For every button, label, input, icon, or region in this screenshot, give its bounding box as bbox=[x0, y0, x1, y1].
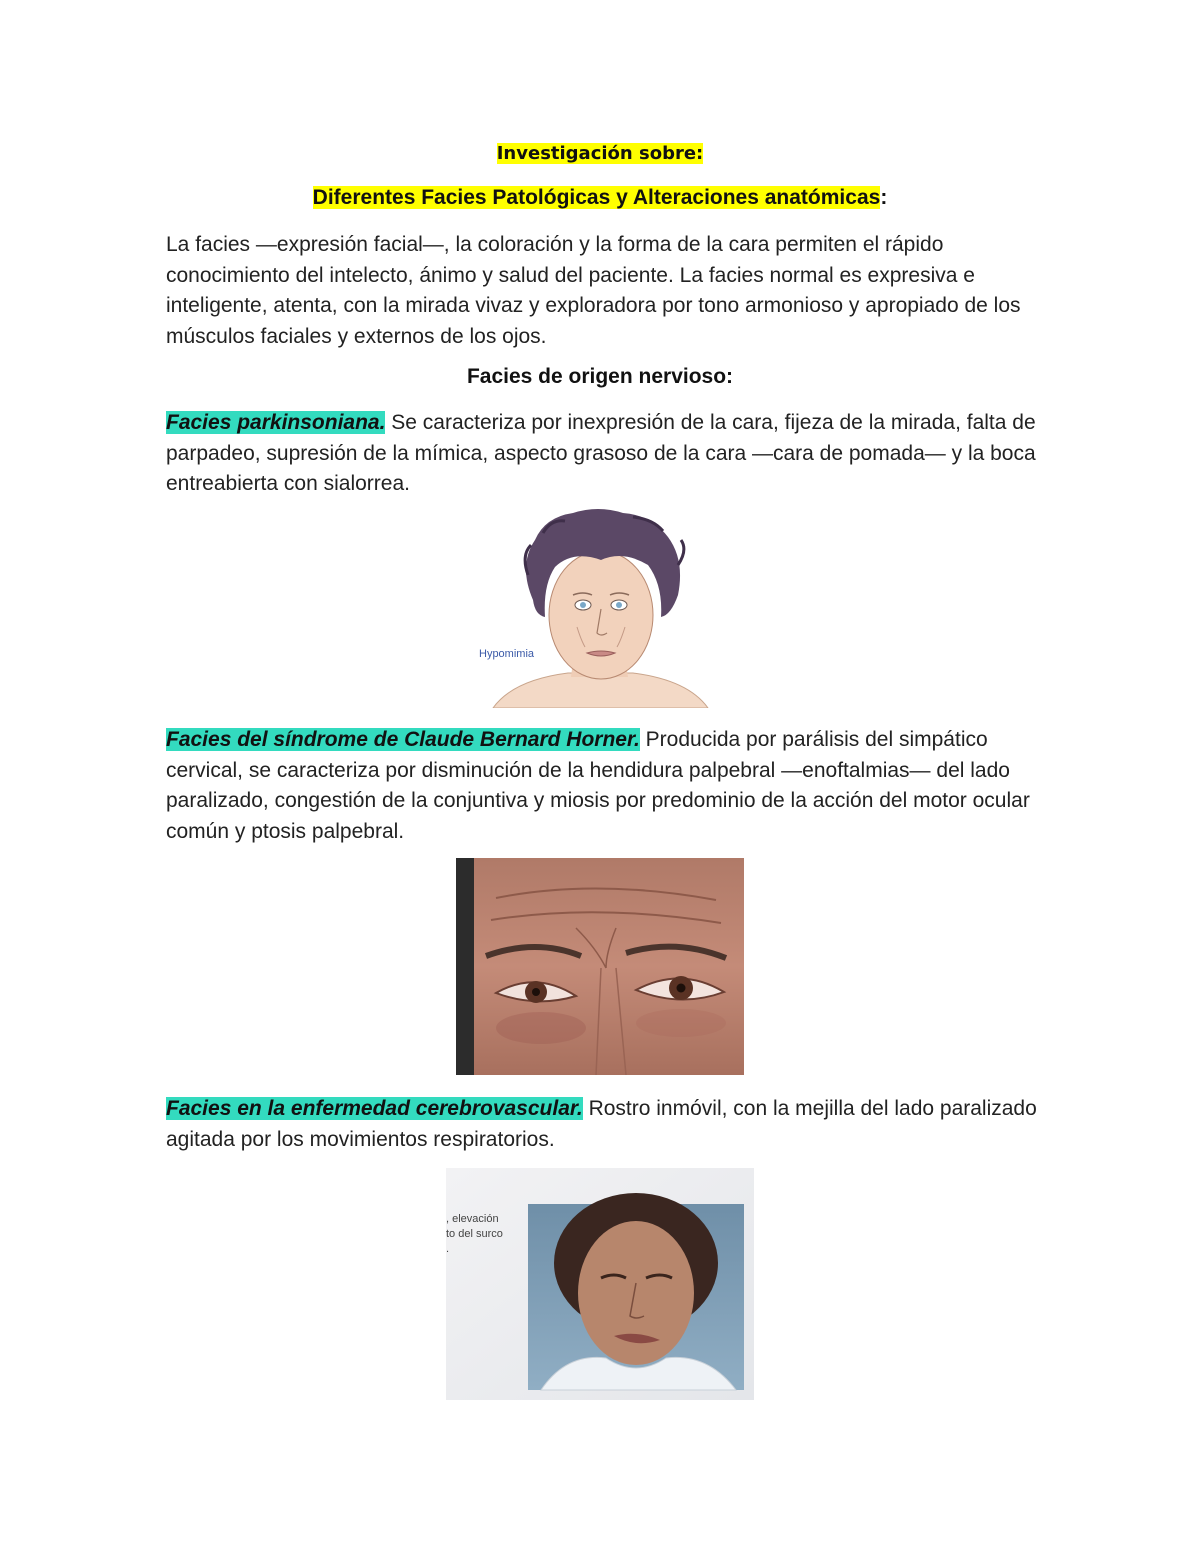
entry-term: Facies en la enfermedad cerebrovascular. bbox=[166, 1097, 583, 1120]
title-line2-suffix: : bbox=[880, 186, 888, 209]
title-line1-text: Investigación sobre: bbox=[496, 143, 704, 164]
entry-parkinsoniana bbox=[166, 408, 1046, 500]
entry-description: Rostro inmóvil, con la mejilla del lado paralizado agitada por los movimientos respiratorios. bbox=[166, 1097, 1037, 1151]
document-title-line2 bbox=[0, 186, 1200, 210]
document-title-line1 bbox=[0, 143, 1200, 164]
figure-caption-fragment: , elevación to del surco . bbox=[446, 1213, 503, 1255]
section-heading: Facies de origen nervioso: bbox=[466, 365, 734, 388]
entry-term: Facies parkinsoniana. bbox=[166, 411, 386, 434]
intro-paragraph: La facies —expresión facial—, la coloración y la forma de la cara permiten el rápido conocimiento del intelecto, ánimo y salud del paciente. La facies normal es expresiva e inteligente, atenta, con la mirada vivaz y exploradora por tono armonioso y apropiado de los músculos faciales y externos de los ojos. bbox=[166, 233, 1021, 348]
figure-parkinson-face bbox=[473, 505, 726, 708]
entry-horner bbox=[166, 725, 1046, 847]
cerebrovascular-face-photo bbox=[446, 1168, 754, 1400]
entry-term: Facies del síndrome de Claude Bernard Horner. bbox=[166, 728, 640, 751]
entry-cerebrovascular bbox=[166, 1094, 1046, 1155]
figure-cerebrovascular-face bbox=[446, 1168, 754, 1400]
entry-description: Se caracteriza por inexpresión de la cara, fijeza de la mirada, falta de parpadeo, supresión de la mímica, aspecto grasoso de la cara —cara de pomada— y la boca entreabierta con sialorrea. bbox=[166, 411, 1036, 495]
title-line2-text: Diferentes Facies Patológicas y Alteraciones anatómicas bbox=[312, 186, 881, 209]
figure-horner-eyes bbox=[456, 858, 744, 1075]
parkinson-face-illustration bbox=[473, 505, 726, 708]
entry-description: Producida por parálisis del simpático cervical, se caracteriza por disminución de la hendidura palpebral —enoftalmias— del lado paralizado, congestión de la conjuntiva y miosis por predominio de la acción del motor ocular común y ptosis palpebral. bbox=[166, 728, 1030, 843]
figure-label: Hypomimia bbox=[479, 648, 535, 660]
horner-eyes-photo bbox=[456, 858, 744, 1075]
